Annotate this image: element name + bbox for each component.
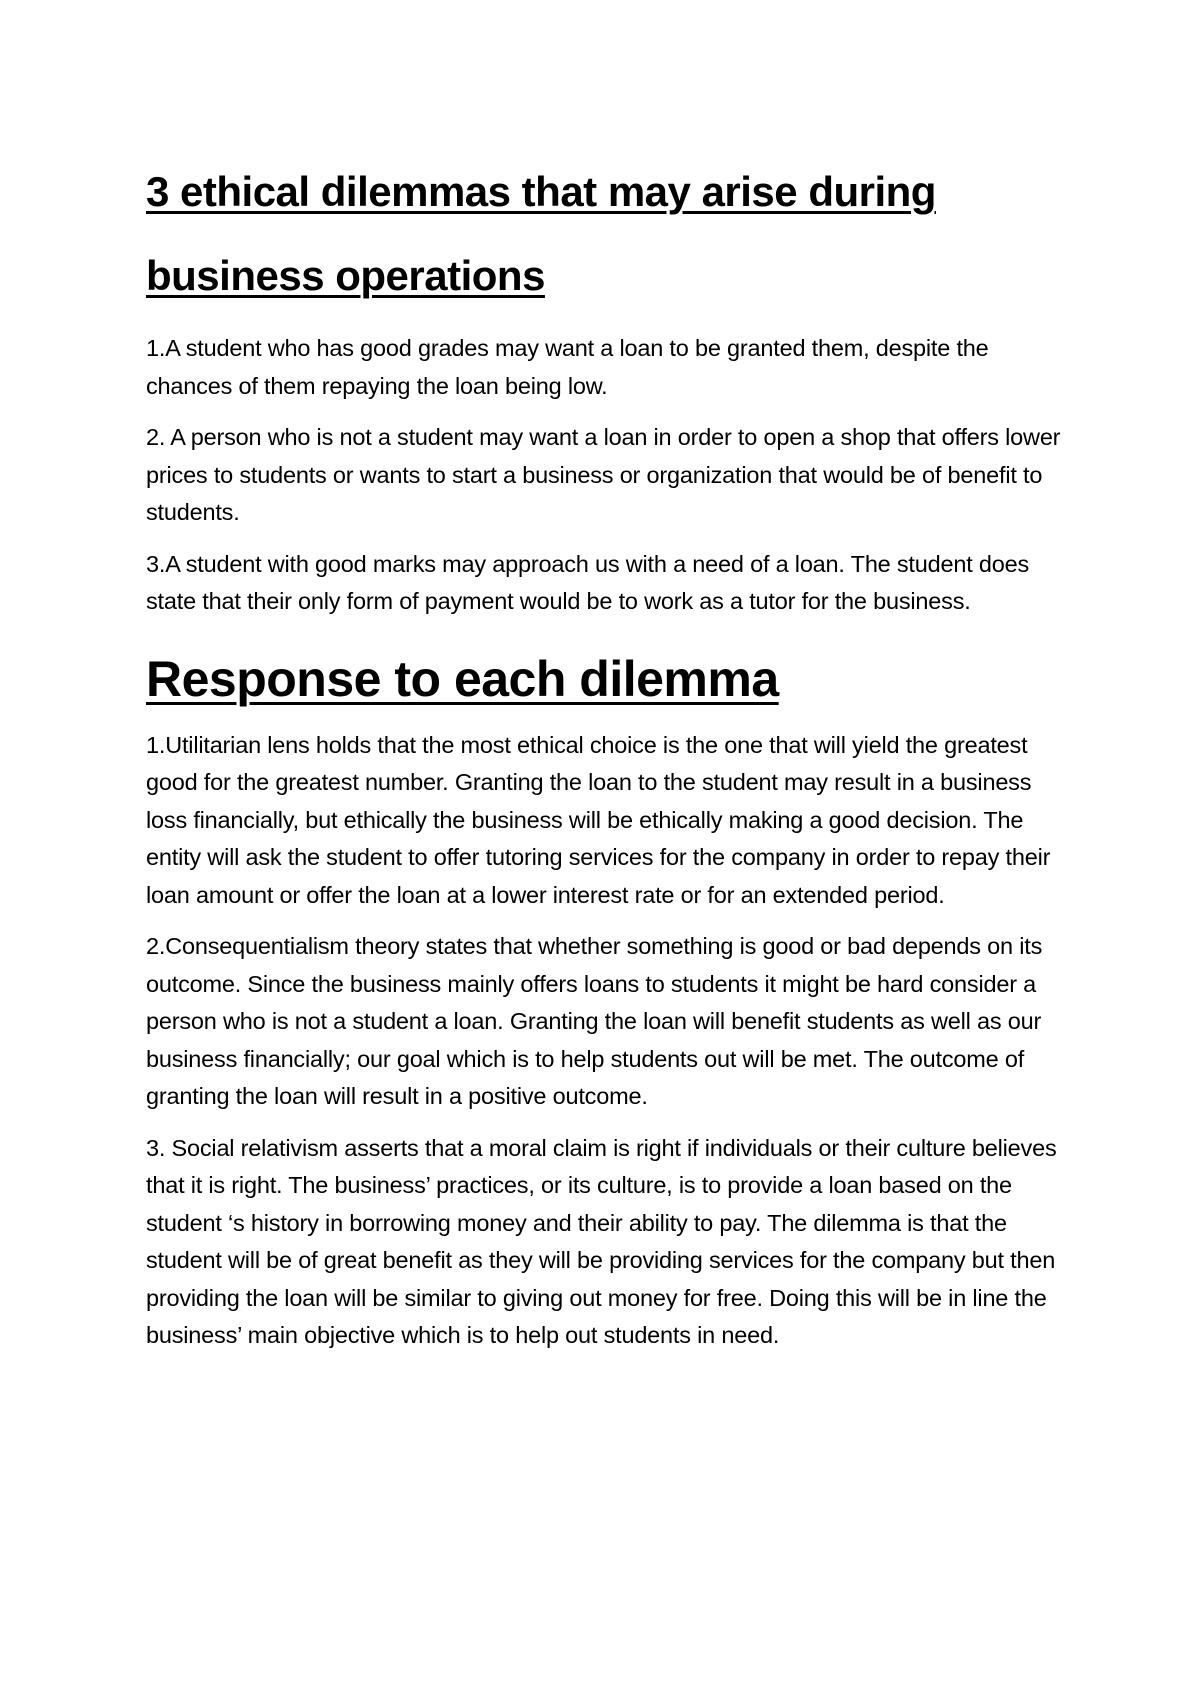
response-paragraph: 1.Utilitarian lens holds that the most ethical choice is the one that will yield the greatest good for the greatest number. Granting the loan to the student may result in a business loss financially, but ethically the business will be ethically making a good decision. The entity will ask the student to offer tutoring services for the company in order to repay their loan amount or offer the loan at a lower interest rate or for an extended period.: [146, 731, 1051, 908]
responses-list: [146, 727, 1076, 1355]
response-paragraph: 3. Social relativism asserts that a moral claim is right if individuals or their culture believes that it is right. The business’ practices, or its culture, is to provide a loan based on the student ‘s history in borrowing money and their ability to pay. The dilemma is that the student will be of great benefit as they will be providing services for the company but then providing the loan will be similar to giving out money for free. Doing this will be in line the business’ main objective which is to help out students in need.: [146, 1134, 1057, 1348]
document-title: 3 ethical dilemmas that may arise during business operations: [146, 168, 936, 299]
dilemma-paragraph: 1.A student who has good grades may want a loan to be granted them, despite the chances of them repaying the loan being low.: [146, 335, 989, 399]
dilemma-paragraph: 3.A student with good marks may approach us with a need of a loan. The student does state that their only form of payment would be to work as a tutor for the business.: [146, 550, 1030, 614]
document-content: [146, 150, 1076, 1369]
response-heading: Response to each dilemma: [146, 650, 779, 707]
dilemma-paragraph: 2. A person who is not a student may want a loan in order to open a shop that offers lower prices to students or wants to start a business or organization that would be of benefit to students.: [146, 424, 1061, 525]
response-paragraph: 2.Consequentialism theory states that whether something is good or bad depends on its outcome. Since the business mainly offers loans to students it might be hard consider a person who is not a student a loan. Granting the loan will benefit students as well as our business financially; our goal which is to help students out will be met. The outcome of granting the loan will result in a positive outcome.: [146, 933, 1043, 1109]
dilemmas-list: [146, 330, 1076, 621]
